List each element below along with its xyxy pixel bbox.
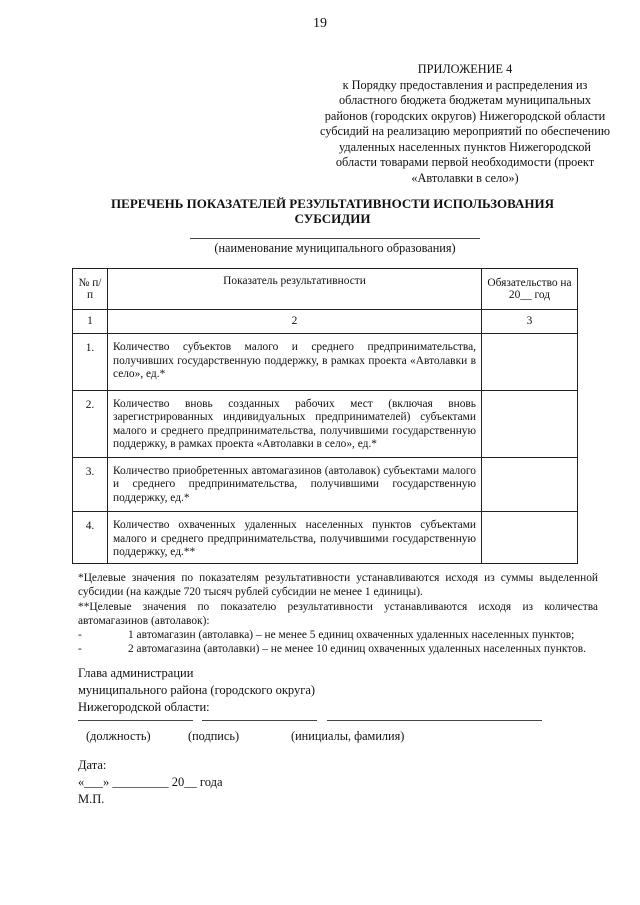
footnote-1: *Целевые значения по показателям результативности устанавливаются исходя из суммы выделенной субсидии (на каждые 720 тысяч рублей субсидии не менее 1 единицы). xyxy=(78,572,598,599)
header-indicator: Показатель результативности xyxy=(108,269,482,310)
table-row xyxy=(73,457,578,512)
row-number: 1. xyxy=(73,334,108,391)
date-block xyxy=(78,757,223,808)
row-obligation xyxy=(482,512,578,564)
row-number: 4. xyxy=(73,512,108,564)
date-value: «___» _________ 20__ года xyxy=(78,775,223,789)
table-column-numbers-row xyxy=(73,310,578,334)
name-label: (инициалы, фамилия) xyxy=(291,729,405,743)
column-number: 1 xyxy=(73,310,108,334)
municipality-label: (наименование муниципального образования) xyxy=(214,241,456,255)
appendix-line: к Порядку предоставления и распределения из xyxy=(342,77,588,92)
row-number: 2. xyxy=(73,390,108,457)
signature-label: (подпись) xyxy=(188,729,240,743)
appendix-line: субсидий на реализацию мероприятий по обеспечению xyxy=(319,124,611,138)
appendix-heading: ПРИЛОЖЕНИЕ 4 xyxy=(417,62,513,76)
dash-marker: - xyxy=(78,643,82,656)
footnote-item xyxy=(78,628,598,642)
page-number: 19 xyxy=(313,16,327,31)
appendix-line: удаленных населенных пунктов Нижегородской xyxy=(338,139,592,154)
footnote-item-text: 1 автомагазин (автолавка) – не менее 5 единиц охваченных удаленных населенных пунктов; xyxy=(128,629,575,642)
header-obligation: Обязательство на 20__ год xyxy=(482,269,578,310)
signature-line: муниципального района (городского округа) xyxy=(78,683,316,697)
row-indicator: Количество субъектов малого и среднего предпринимательства, получивших государственную поддержку, в рамках проекта «Автолавки в село», ед.* xyxy=(108,334,482,391)
appendix-line: «Автолавки в село») xyxy=(411,170,519,185)
footnote-item-text: 2 автомагазина (автолавки) – не менее 10 единиц охваченных удаленных населенных пунктов. xyxy=(128,643,586,656)
signature-line: Глава администрации xyxy=(78,666,194,680)
appendix-line: районов (городских округов) Нижегородской области xyxy=(324,108,606,123)
row-obligation xyxy=(482,390,578,457)
table-row xyxy=(73,390,578,457)
header-number: № п/п xyxy=(73,269,108,310)
footnote-2: **Целевые значения по показателю результативности устанавливаются исходя из количества автомагазинов (автолавок): xyxy=(78,600,598,627)
row-indicator: Количество охваченных удаленных населенных пунктов субъектами малого и среднего предпринимательства, получившими государственную поддержку, ед.** xyxy=(108,512,482,564)
footnotes xyxy=(78,571,598,657)
appendix-block xyxy=(300,62,630,186)
date-label: Дата: xyxy=(78,758,107,772)
signature-blank xyxy=(202,720,317,722)
stamp-label: М.П. xyxy=(78,792,105,806)
signature-block xyxy=(78,665,478,716)
appendix-line: областного бюджета бюджетам муниципальных xyxy=(339,93,591,107)
appendix-line: области товарами первой необходимости (проект xyxy=(335,155,595,169)
row-number: 3. xyxy=(73,457,108,512)
column-number: 2 xyxy=(108,310,482,334)
position-label: (должность) xyxy=(86,729,151,743)
municipality-line xyxy=(190,238,480,239)
row-indicator: Количество вновь созданных рабочих мест (включая вновь зарегистрированных индивидуальных предпринимателей) субъектами малого и среднего предпринимательства, получившими государственную поддержку, в рамках проекта «Автолавки в село», ед.* xyxy=(108,390,482,457)
indicators-table xyxy=(72,268,578,564)
row-indicator: Количество приобретенных автомагазинов (автолавок) субъектами малого и среднего предпринимательства, получившими государственную поддержку, ед.* xyxy=(108,457,482,512)
name-blank xyxy=(327,720,542,722)
document-title: ПЕРЕЧЕНЬ ПОКАЗАТЕЛЕЙ РЕЗУЛЬТАТИВНОСТИ ИСПОЛЬЗОВАНИЯ СУБСИДИИ xyxy=(111,196,554,226)
row-obligation xyxy=(482,457,578,512)
dash-marker: - xyxy=(78,629,82,642)
table-row xyxy=(73,334,578,391)
position-blank xyxy=(78,720,193,722)
row-obligation xyxy=(482,334,578,391)
table-header-row xyxy=(73,269,578,310)
table-row xyxy=(73,512,578,564)
signature-line: Нижегородской области: xyxy=(78,700,210,714)
column-number: 3 xyxy=(482,310,578,334)
footnote-item xyxy=(78,642,598,656)
